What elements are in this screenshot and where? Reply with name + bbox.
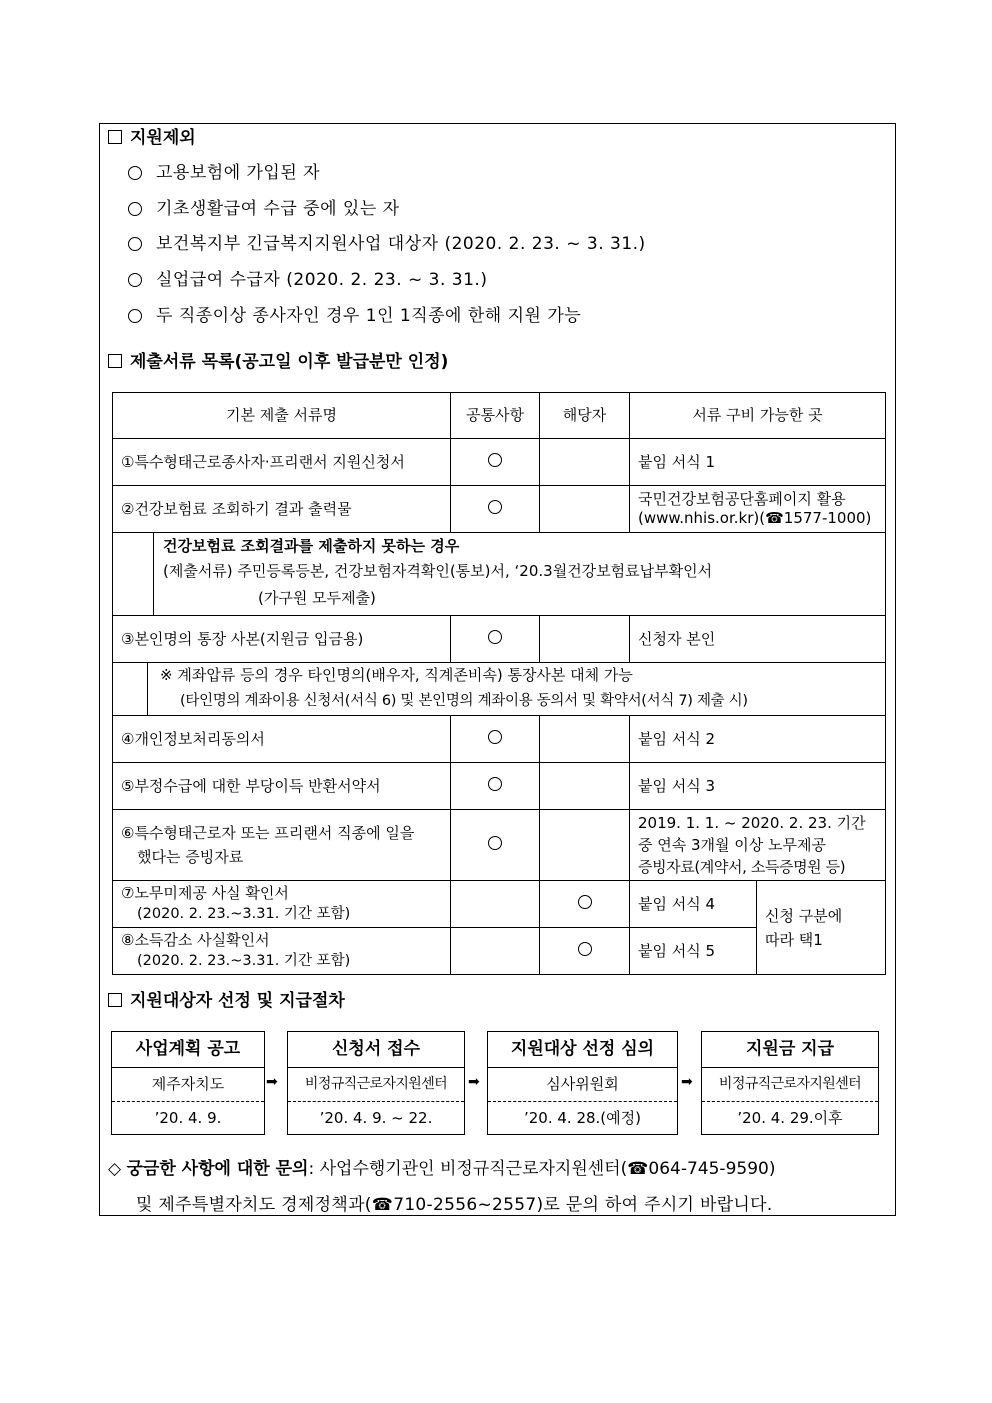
choice-note: 신청 구분에 따라 택1 <box>757 881 886 975</box>
health-note-line: (가구원 모두제출) <box>258 589 376 607</box>
table-row <box>113 810 886 881</box>
circle-mark-icon <box>488 500 502 514</box>
step-date: ’20. 4. 9. ~ 22. <box>319 1109 433 1127</box>
common-mark <box>451 810 540 881</box>
step-title: 사업계획 공고 <box>112 1032 264 1068</box>
applicable-mark <box>540 486 630 533</box>
table-row <box>113 486 886 533</box>
applicable-mark <box>540 881 630 928</box>
doc-where: 붙임 서식 5 <box>630 928 757 975</box>
contact-label: 궁금한 사항에 대한 문의 <box>126 1159 309 1179</box>
document-frame <box>99 123 896 1216</box>
table-header-row <box>113 393 886 439</box>
doc-name: ②건강보험료 조회하기 결과 출력물 <box>113 486 451 533</box>
circle-bullet-icon <box>128 202 142 216</box>
step-org: 심사위원회 <box>488 1068 677 1102</box>
procedure-step <box>287 1031 465 1135</box>
circle-mark-icon <box>578 942 592 956</box>
doc-name: ⑥특수형태근로자 또는 프리랜서 직종에 일을 했다는 증빙자료 <box>113 810 451 881</box>
exclusion-heading: 지원제외 <box>108 127 196 149</box>
table-row <box>113 763 886 810</box>
exclusion-item: 고용보험에 가입된 자 <box>128 162 320 184</box>
header-doc-name: 기본 제출 서류명 <box>113 393 451 439</box>
table-row <box>113 881 886 928</box>
contact-line <box>108 1158 775 1180</box>
doc-name: ⑤부정수급에 대한 부당이득 반환서약서 <box>113 763 451 810</box>
applicable-mark <box>540 616 630 663</box>
doc-name: ⑧소득감소 사실확인서 (2020. 2. 23.~3.31. 기간 포함) <box>113 928 451 975</box>
step-title: 지원금 지급 <box>702 1032 878 1068</box>
step-org: 비정규직근로자지원센터 <box>702 1068 878 1102</box>
table-row <box>113 616 886 663</box>
applicable-mark <box>540 763 630 810</box>
step-date: ’20. 4. 29.이후 <box>737 1109 843 1127</box>
circle-mark-icon <box>488 630 502 644</box>
procedure-step <box>111 1031 265 1135</box>
exclusion-item: 기초생활급여 수급 중에 있는 자 <box>128 198 400 220</box>
doc-where: 붙임 서식 4 <box>630 881 757 928</box>
health-note-line: (제출서류) 주민등록등본, 건강보험자격확인(통보)서, ‘20.3월건강보험료납부확인서 <box>163 562 713 580</box>
arrow-right-icon: ➡ <box>468 1074 480 1090</box>
procedure-heading: 지원대상자 선정 및 지급절차 <box>108 990 345 1012</box>
doc-name: ④개인정보처리동의서 <box>113 716 451 763</box>
arrow-right-icon: ➡ <box>266 1074 278 1090</box>
header-where: 서류 구비 가능한 곳 <box>630 393 886 439</box>
checkbox-square-icon <box>108 354 122 368</box>
account-note-line: ※ 계좌압류 등의 경우 타인명의(배우자, 직계존비속) 통장사본 대체 가능 <box>160 666 633 684</box>
procedure-step <box>701 1031 879 1135</box>
step-date: ’20. 4. 9. <box>154 1109 222 1127</box>
common-mark <box>451 616 540 663</box>
checkbox-square-icon <box>108 130 122 144</box>
circle-mark-icon <box>578 895 592 909</box>
doc-where: 붙임 서식 2 <box>630 716 886 763</box>
step-title: 지원대상 선정 심의 <box>488 1032 677 1068</box>
doc-where: 2019. 1. 1. ~ 2020. 2. 23. 기간 중 연속 3개월 이상 노무제공 증빙자료(계약서, 소득증명원 등) <box>630 810 886 881</box>
account-note-row <box>113 663 886 716</box>
health-note-row <box>113 533 886 616</box>
step-org: 제주자치도 <box>112 1068 264 1102</box>
common-mark <box>451 716 540 763</box>
exclusion-item: 실업급여 수급자 (2020. 2. 23. ~ 3. 31.) <box>128 269 487 291</box>
documents-heading: 제출서류 목록(공고일 이후 발급분만 인정) <box>108 351 448 373</box>
header-applicable: 해당자 <box>540 393 630 439</box>
common-mark <box>451 928 540 975</box>
circle-bullet-icon <box>128 237 142 251</box>
common-mark <box>451 486 540 533</box>
applicable-mark <box>540 439 630 486</box>
header-common: 공통사항 <box>451 393 540 439</box>
circle-mark-icon <box>488 777 502 791</box>
procedure-step <box>487 1031 678 1135</box>
doc-name: ①특수형태근로종사자·프리랜서 지원신청서 <box>113 439 451 486</box>
doc-where: 붙임 서식 3 <box>630 763 886 810</box>
circle-mark-icon <box>488 730 502 744</box>
contact-line: 및 제주특별자치도 경제정책과(☎710-2556~2557)로 문의 하여 주시기 바랍니다. <box>136 1195 773 1215</box>
step-date: ’20. 4. 28.(예정) <box>523 1109 641 1127</box>
exclusion-item: 보건복지부 긴급복지지원사업 대상자 (2020. 2. 23. ~ 3. 31.) <box>128 233 646 255</box>
doc-where: 붙임 서식 1 <box>630 439 886 486</box>
circle-bullet-icon <box>128 309 142 323</box>
circle-bullet-icon <box>128 273 142 287</box>
common-mark <box>451 881 540 928</box>
applicable-mark <box>540 716 630 763</box>
circle-mark-icon <box>488 453 502 467</box>
step-org: 비정규직근로자지원센터 <box>288 1068 464 1102</box>
common-mark <box>451 439 540 486</box>
table-row <box>113 716 886 763</box>
applicable-mark <box>540 810 630 881</box>
circle-mark-icon <box>488 836 502 850</box>
doc-where: 국민건강보험공단홈페이지 활용 (www.nhis.or.kr)(☎1577-1000) <box>630 486 886 533</box>
applicable-mark <box>540 928 630 975</box>
common-mark <box>451 763 540 810</box>
exclusion-item: 두 직종이상 종사자인 경우 1인 1직종에 한해 지원 가능 <box>128 305 581 327</box>
diamond-icon: ◇ <box>108 1159 122 1179</box>
health-note-title: 건강보험료 조회결과를 제출하지 못하는 경우 <box>163 537 460 555</box>
checkbox-square-icon <box>108 993 122 1007</box>
contact-text: : 사업수행기관인 비정규직근로자지원센터(☎064-745-9590) <box>308 1159 776 1179</box>
table-row <box>113 439 886 486</box>
step-title: 신청서 접수 <box>288 1032 464 1068</box>
account-note-line: (타인명의 계좌이용 신청서(서식 6) 및 본인명의 계좌이용 동의서 및 확약서(서식 7) 제출 시) <box>180 693 748 709</box>
doc-name: ③본인명의 통장 사본(지원금 입금용) <box>113 616 451 663</box>
doc-name: ⑦노무미제공 사실 확인서 (2020. 2. 23.~3.31. 기간 포함) <box>113 881 451 928</box>
arrow-right-icon: ➡ <box>681 1074 693 1090</box>
documents-table <box>112 392 886 975</box>
doc-where: 신청자 본인 <box>630 616 886 663</box>
circle-bullet-icon <box>128 166 142 180</box>
